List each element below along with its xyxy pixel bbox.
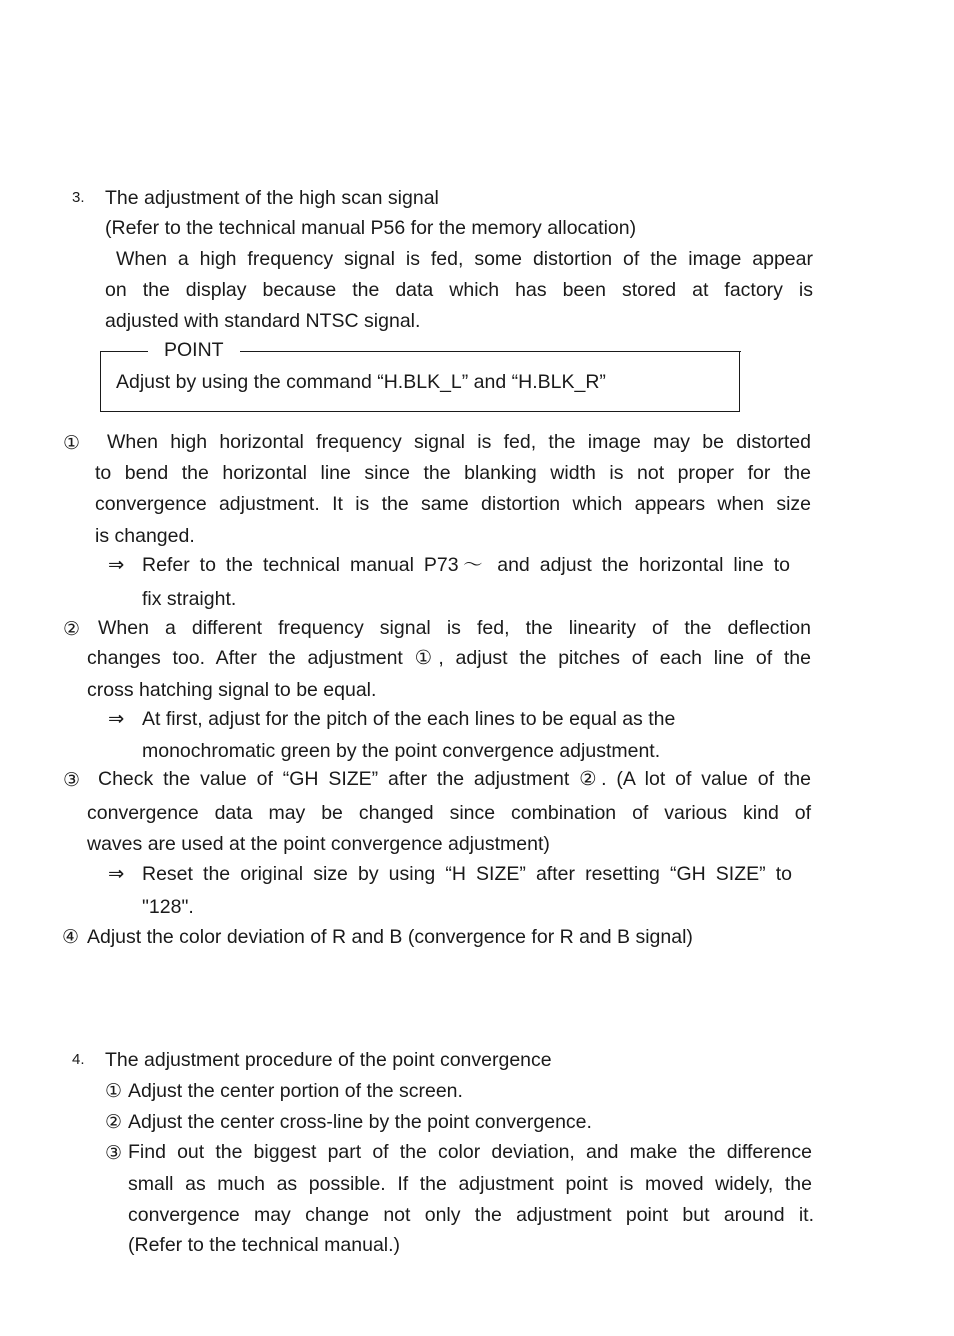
section-3-title: The adjustment of the high scan signal <box>105 187 439 209</box>
section-4-title: The adjustment procedure of the point convergence <box>105 1049 552 1071</box>
item-3-line-1: Check the value of “GH SIZE” after the adjustment ②. (A lot of value of the <box>98 768 811 790</box>
s4-item-2-line-1: Adjust the center cross-line by the point convergence. <box>128 1111 592 1133</box>
item-3-marker: ③ <box>63 770 81 791</box>
item-2-line-3: cross hatching signal to be equal. <box>87 679 377 701</box>
s4-item-2-marker: ② <box>105 1112 123 1133</box>
item-3-sub-line-2: "128". <box>142 896 194 918</box>
item-1-sub-line-2: fix straight. <box>142 588 237 610</box>
section-3-paragraph-line-1: When a high frequency signal is fed, some distortion of the image appear <box>116 248 813 270</box>
item-2-sub-line-1: At first, adjust for the pitch of the each lines to be equal as the <box>142 708 676 730</box>
point-box-top-rule-right <box>240 351 741 352</box>
item-1-line-3: convergence adjustment. It is the same distortion which appears when size <box>95 493 811 515</box>
s4-item-3-line-4: (Refer to the technical manual.) <box>128 1234 401 1256</box>
item-3-sub-line-1: Reset the original size by using “H SIZE” after resetting “GH SIZE” to <box>142 863 792 885</box>
item-4-line-1: Adjust the color deviation of R and B (convergence for R and B signal) <box>87 926 693 948</box>
item-1-marker: ① <box>63 433 81 454</box>
item-1-line-4: is changed. <box>95 525 195 547</box>
point-text: Adjust by using the command “H.BLK_L” and “H.BLK_R” <box>116 371 606 393</box>
item-1-arrow-icon: ⇒ <box>108 554 125 576</box>
section-3-number: 3. <box>72 189 85 206</box>
s4-item-3-marker: ③ <box>105 1143 123 1164</box>
item-2-line-2: changes too. After the adjustment ①, adjust the pitches of each line of the <box>87 647 811 669</box>
item-2-marker: ② <box>63 619 81 640</box>
s4-item-3-line-1: Find out the biggest part of the color deviation, and make the difference <box>128 1141 812 1163</box>
item-3-line-2: convergence data may be changed since combination of various kind of <box>87 802 811 824</box>
s4-item-1-marker: ① <box>105 1081 123 1102</box>
section-4-number: 4. <box>72 1051 85 1068</box>
item-4-marker: ④ <box>62 927 80 948</box>
item-1-line-1: When high horizontal frequency signal is fed, the image may be distorted <box>107 431 811 453</box>
item-2-sub-line-2: monochromatic green by the point convergence adjustment. <box>142 740 661 762</box>
s4-item-1-line-1: Adjust the center portion of the screen. <box>128 1080 463 1102</box>
item-3-arrow-icon: ⇒ <box>108 863 125 885</box>
item-2-line-1: When a different frequency signal is fed, the linearity of the deflection <box>98 617 811 639</box>
s4-item-3-line-2: small as much as possible. If the adjustment point is moved widely, the <box>128 1173 812 1195</box>
s4-item-3-line-3: convergence may change not only the adjustment point but around it. <box>128 1204 814 1226</box>
point-label: POINT <box>164 339 224 361</box>
section-3-reference: (Refer to the technical manual P56 for the memory allocation) <box>105 217 637 239</box>
section-3-paragraph-line-2: on the display because the data which has been stored at factory is <box>105 279 813 301</box>
item-1-line-2: to bend the horizontal line since the blanking width is not proper for the <box>95 462 811 484</box>
item-3-line-3: waves are used at the point convergence adjustment) <box>87 833 550 855</box>
section-3-paragraph-line-3: adjusted with standard NTSC signal. <box>105 310 421 332</box>
item-2-arrow-icon: ⇒ <box>108 708 125 730</box>
item-1-sub-line-1: Refer to the technical manual P73～ and adjust the horizontal line to <box>142 554 790 576</box>
point-box-top-rule-left <box>100 351 148 352</box>
